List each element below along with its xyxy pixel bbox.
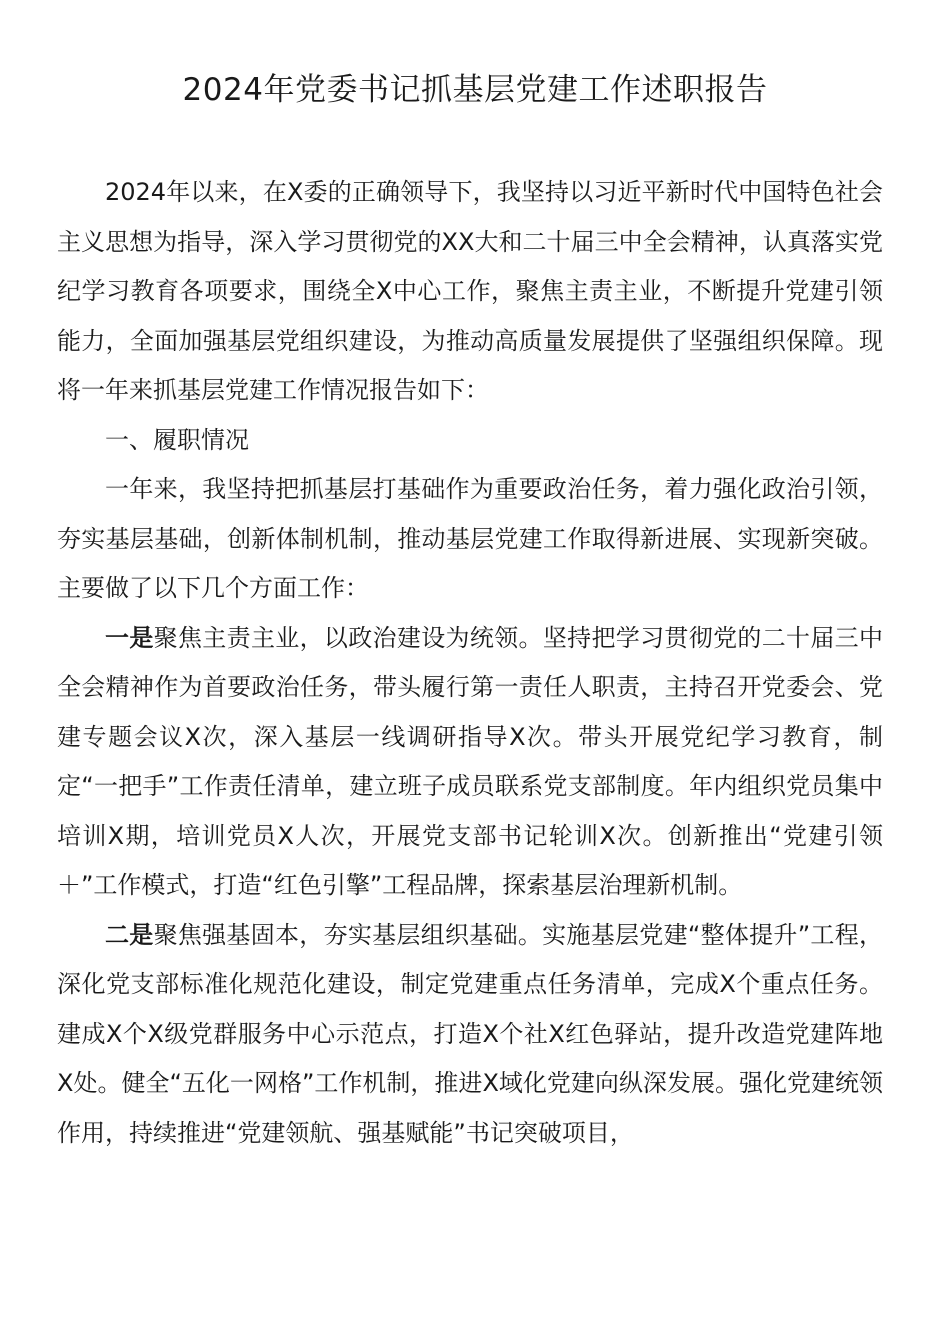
overview-paragraph-text: 一年来，我坚持把抓基层打基础作为重要政治任务，着力强化政治引领，夯实基层基础，创新体制机制，推动基层党建工作取得新进展、实现新突破。主要做了以下几个方面工作： (57, 475, 883, 602)
section-heading-text: 一、履职情况 (105, 425, 249, 454)
item-two-text: 聚焦强基固本，夯实基层组织基础。实施基层党建“整体提升”工程，深化党支部标准化规范化建设，制定党建重点任务清单，完成X个重点任务。建成X个X级党群服务中心示范点，打造X个社X红色驿站，提升改造党建阵地X处。健全“五化一网格”工作机制，推进X域化党建向纵深发展。强化党建统领作用，持续推进“党建领航、强基赋能”书记突破项目， (57, 920, 883, 1147)
item-two-lead: 二是 (105, 920, 154, 949)
item-one-lead: 一是 (105, 623, 154, 652)
item-one-text: 聚焦主责主业，以政治建设为统领。坚持把学习贯彻党的二十届三中全会精神作为首要政治任务，带头履行第一责任人职责，主持召开党委会、党建专题会议X次，深入基层一线调研指导X次。带头开展党纪学习教育，制定“一把手”工作责任清单，建立班子成员联系党支部制度。年内组织党员集中培训X期，培训党员X人次，开展党支部书记轮训X次。创新推出“党建引领＋”工作模式，打造“红色引擎”工程品牌，探索基层治理新机制。 (57, 623, 884, 899)
intro-paragraph (57, 168, 883, 416)
overview-paragraph (57, 465, 883, 614)
item-two-paragraph (57, 911, 883, 1159)
section-heading (57, 416, 883, 466)
document-title: 2024年党委书记抓基层党建工作述职报告 (182, 72, 768, 108)
document-body (57, 168, 883, 1158)
intro-paragraph-text: 2024年以来，在X委的正确领导下，我坚持以习近平新时代中国特色社会主义思想为指导，深入学习贯彻党的XX大和二十届三中全会精神，认真落实党纪学习教育各项要求，围绕全X中心工作，聚焦主责主业，不断提升党建引领能力，全面加强基层党组织建设，为推动高质量发展提供了坚强组织保障。现将一年来抓基层党建工作情况报告如下： (57, 178, 883, 404)
item-one-paragraph (57, 614, 883, 911)
